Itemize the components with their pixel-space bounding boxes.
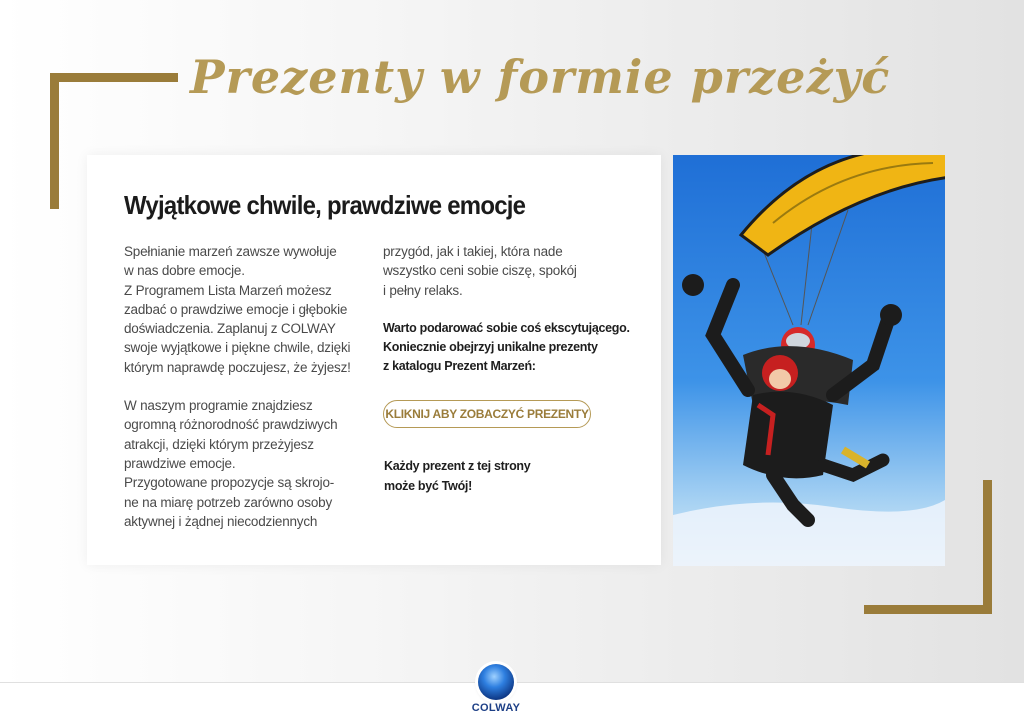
footnote [384, 456, 584, 496]
right-column [383, 242, 653, 376]
bold-text-line: Koniecznie obejrzyj unikalne prezenty [383, 339, 598, 354]
text-line: ne na miarę potrzeb zarówno osoby [124, 494, 333, 510]
footnote-line: Każdy prezent z tej strony [384, 459, 531, 473]
text-line: Spełnianie marzeń zawsze wywołuje [124, 244, 337, 259]
page-title: Prezenty w formie przeżyć [190, 50, 891, 104]
corner-frame-bottom-right-vertical [983, 480, 992, 614]
text-line: atrakcji, dzięki którym przeżyjesz [124, 436, 314, 452]
text-line: Przygotowane propozycje są skrojo- [124, 475, 335, 491]
text-line: aktywnej i żądnej niecodziennych [124, 513, 318, 529]
corner-frame-bottom-right-horizontal [864, 605, 992, 614]
text-line: którym naprawdę poczujesz, że żyjesz! [124, 359, 351, 375]
corner-frame-top-left-horizontal [50, 73, 178, 82]
text-line: ogromną różnorodność prawdziwych [124, 417, 338, 433]
text-line: zadbać o prawdziwe emocje i głębokie [124, 301, 348, 317]
text-line: i pełny relaks. [383, 282, 463, 298]
text-line: wszystko ceni sobie ciszę, spokój [383, 263, 577, 279]
see-gifts-button[interactable]: KLIKNIJ ABY ZOBACZYĆ PREZENTY [383, 400, 591, 428]
bold-text-line: Warto podarować sobie coś ekscytującego. [383, 320, 630, 335]
card-heading: Wyjątkowe chwile, prawdziwe emocje [124, 190, 526, 220]
corner-frame-top-left-vertical [50, 73, 59, 209]
text-line: w nas dobre emocje. [124, 263, 245, 279]
paragraph-gap [124, 377, 379, 396]
skydiving-illustration [673, 155, 945, 566]
skydiving-photo [673, 155, 945, 566]
left-column [124, 242, 379, 531]
text-line: Z Programem Lista Marzeń możesz [124, 282, 332, 298]
text-line: doświadczenia. Zaplanuj z COLWAY [124, 321, 336, 337]
text-line: prawdziwe emocje. [124, 455, 236, 471]
text-line: przygód, jak i takiej, która nade [383, 244, 563, 259]
footnote-line: może być Twój! [384, 479, 472, 493]
bold-text-line: z katalogu Prezent Marzeń: [383, 358, 536, 373]
text-line: W naszym programie znajdziesz [124, 398, 313, 414]
paragraph-gap [383, 300, 653, 319]
logo-text[interactable]: COLWAY [471, 702, 521, 714]
colway-logo-icon[interactable] [478, 664, 514, 700]
text-line: swoje wyjątkowe i piękne chwile, dzięki [124, 340, 351, 356]
